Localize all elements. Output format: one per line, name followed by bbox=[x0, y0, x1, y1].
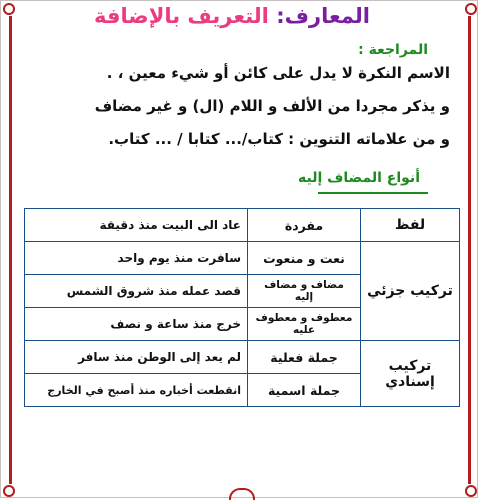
corner-ornament bbox=[3, 3, 15, 15]
section-heading-review: المراجعة : bbox=[358, 42, 428, 58]
table-cell-item: معطوف و معطوف عليه bbox=[248, 308, 361, 341]
table-cell-item: جملة اسمية bbox=[248, 374, 361, 407]
group-predicative: تركيب إسنادي bbox=[361, 341, 460, 407]
table-cell-item: نعت و منعوت bbox=[248, 242, 361, 275]
table-cell-example: انقطعت أخباره منذ أصبح في الخارج bbox=[25, 374, 248, 407]
page-title bbox=[94, 4, 370, 28]
table-cell-example: لم يعد إلى الوطن منذ سافر bbox=[25, 341, 248, 374]
corner-ornament bbox=[465, 485, 477, 497]
table-row bbox=[25, 341, 460, 374]
table-cell-example: عاد الى البيت منذ دقيقة bbox=[25, 209, 248, 242]
table-header-row bbox=[25, 209, 460, 242]
group-partial: تركيب جزئي bbox=[361, 242, 460, 341]
corner-ornament bbox=[3, 485, 15, 497]
frame-border-right bbox=[468, 16, 471, 484]
types-table bbox=[24, 208, 460, 407]
heading-underline bbox=[318, 192, 428, 194]
bottom-ornament bbox=[229, 488, 255, 500]
frame-border-left bbox=[9, 16, 12, 484]
corner-ornament bbox=[465, 3, 477, 15]
header-item: مفردة bbox=[248, 209, 361, 242]
table-cell-example: سافرت منذ يوم واحد bbox=[25, 242, 248, 275]
section-heading-types: أنواع المضاف إليه bbox=[298, 170, 420, 186]
table-cell-example: قصد عمله منذ شروق الشمس bbox=[25, 275, 248, 308]
table-cell-item: مضاف و مضاف إليه bbox=[248, 275, 361, 308]
paragraph-line: الاسم النكرة لا يدل على كائن أو شيء معين ، . bbox=[106, 64, 450, 82]
paragraph-line: و من علاماته التنوين : كتاب/... كتابا / ... كتاب. bbox=[108, 130, 450, 148]
header-group: لفظ bbox=[361, 209, 460, 242]
paragraph-line: و يذكر مجردا من الألف و اللام (ال) و غير مضاف bbox=[94, 97, 450, 115]
table-cell-item: جملة فعلية bbox=[248, 341, 361, 374]
title-highlight: التعريف بالإضافة bbox=[94, 4, 269, 28]
title-main: المعارف: bbox=[276, 4, 370, 28]
table-row bbox=[25, 242, 460, 275]
table-cell-example: خرج منذ ساعة و نصف bbox=[25, 308, 248, 341]
